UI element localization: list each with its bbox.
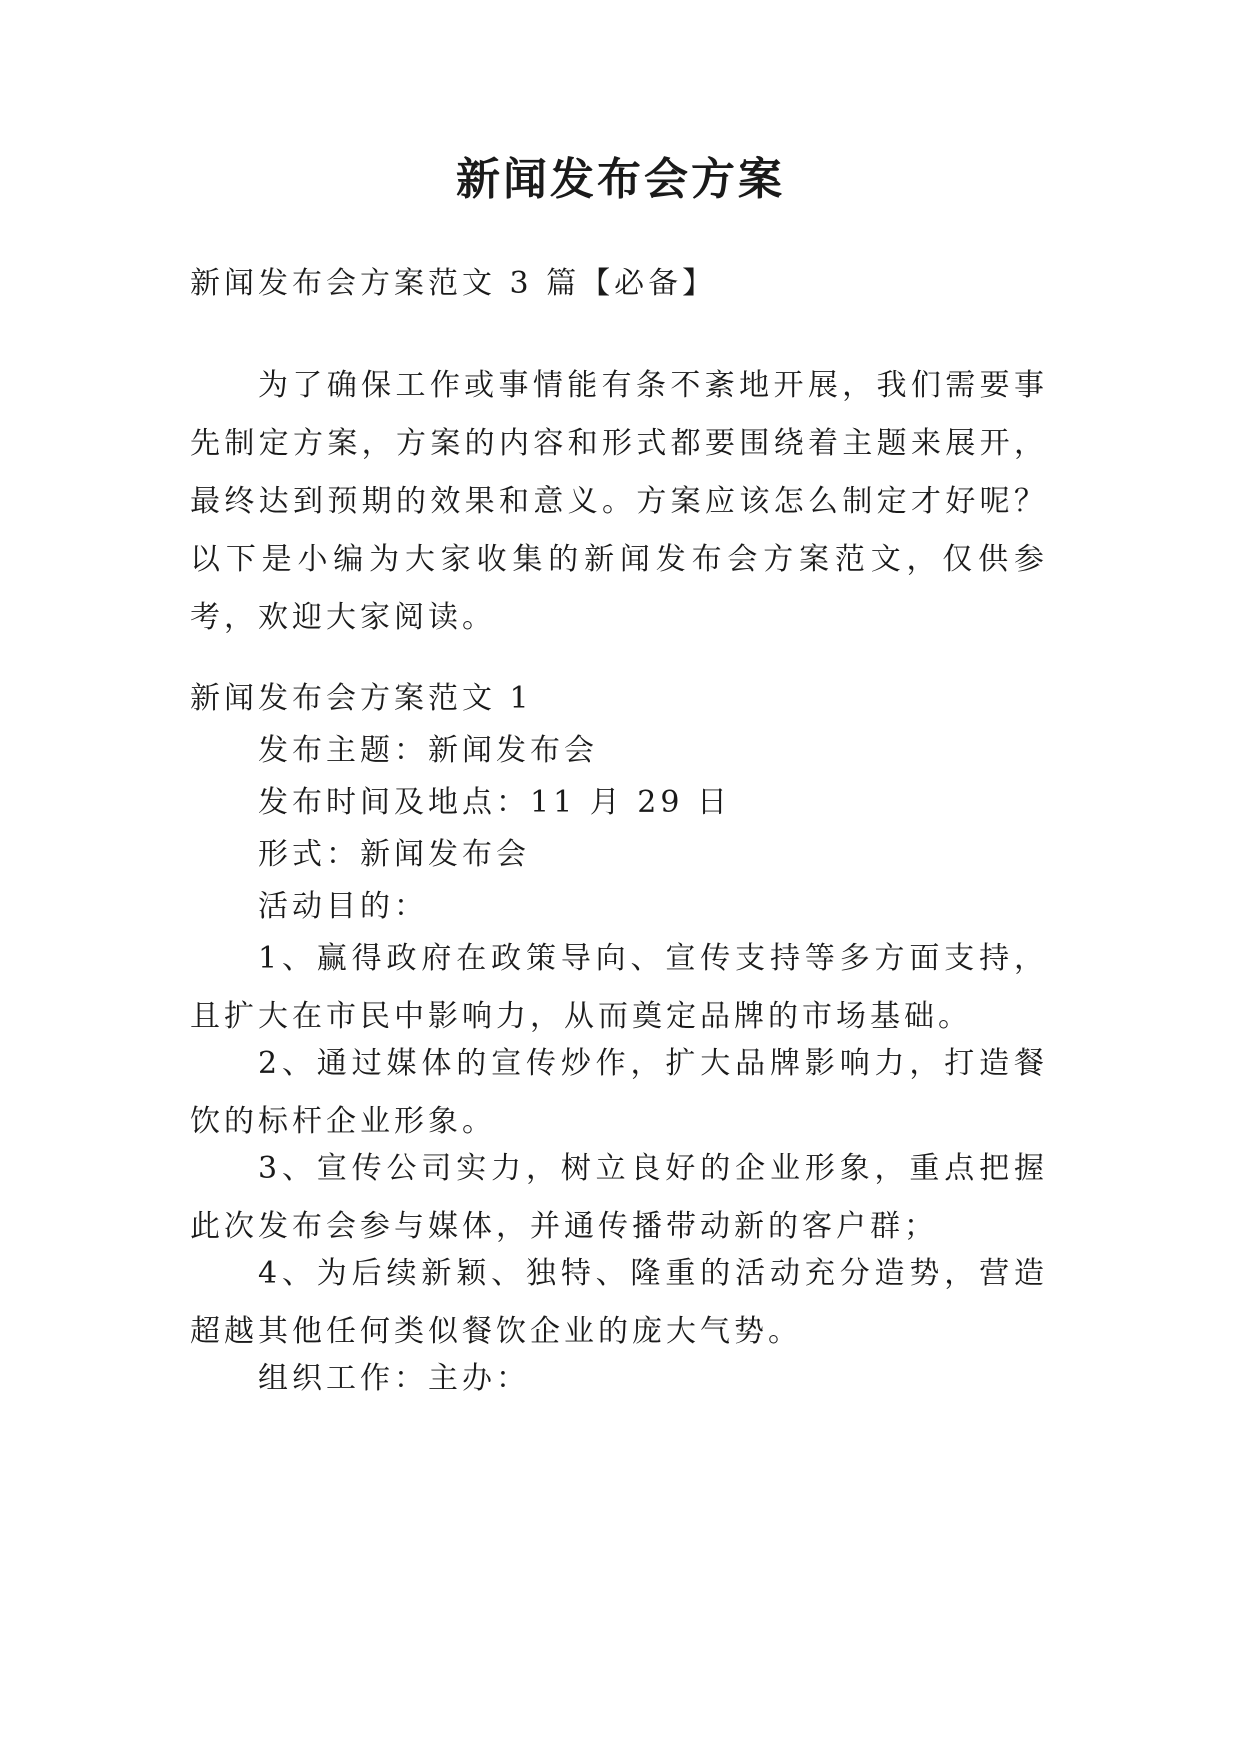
goal-item-3: 3、宣传公司实力，树立良好的企业形象，重点把握此次发布会参与媒体，并通传播带动新的客户群； [190,1151,1048,1244]
goal-item-1: 1、赢得政府在政策导向、宣传支持等多方面支持，且扩大在市民中影响力，从而奠定品牌的市场基础。 [190,941,1048,1034]
document-subtitle: 新闻发布会方案范文 3 篇【必备】 [190,266,717,301]
section-heading: 新闻发布会方案范文 1 [190,681,533,716]
goal-label: 活动目的： [258,889,428,924]
release-form: 形式：新闻发布会 [258,837,530,872]
organization-label: 组织工作：主办： [258,1361,530,1396]
release-theme: 发布主题：新闻发布会 [258,733,598,768]
goal-item-2: 2、通过媒体的宣传炒作，扩大品牌影响力，打造餐饮的标杆企业形象。 [190,1046,1048,1139]
intro-paragraph: 为了确保工作或事情能有条不紊地开展，我们需要事先制定方案，方案的内容和形式都要围绕着主题来展开，最终达到预期的效果和意义。方案应该怎么制定才好呢？以下是小编为大家收集的新闻发布会方案范文，仅供参考，欢迎大家阅读。 [190,368,1048,635]
document-title: 新闻发布会方案 [456,154,785,205]
release-time-place: 发布时间及地点：11 月 29 日 [258,785,731,820]
goal-item-4: 4、为后续新颖、独特、隆重的活动充分造势，营造超越其他任何类似餐饮企业的庞大气势。 [190,1256,1048,1349]
